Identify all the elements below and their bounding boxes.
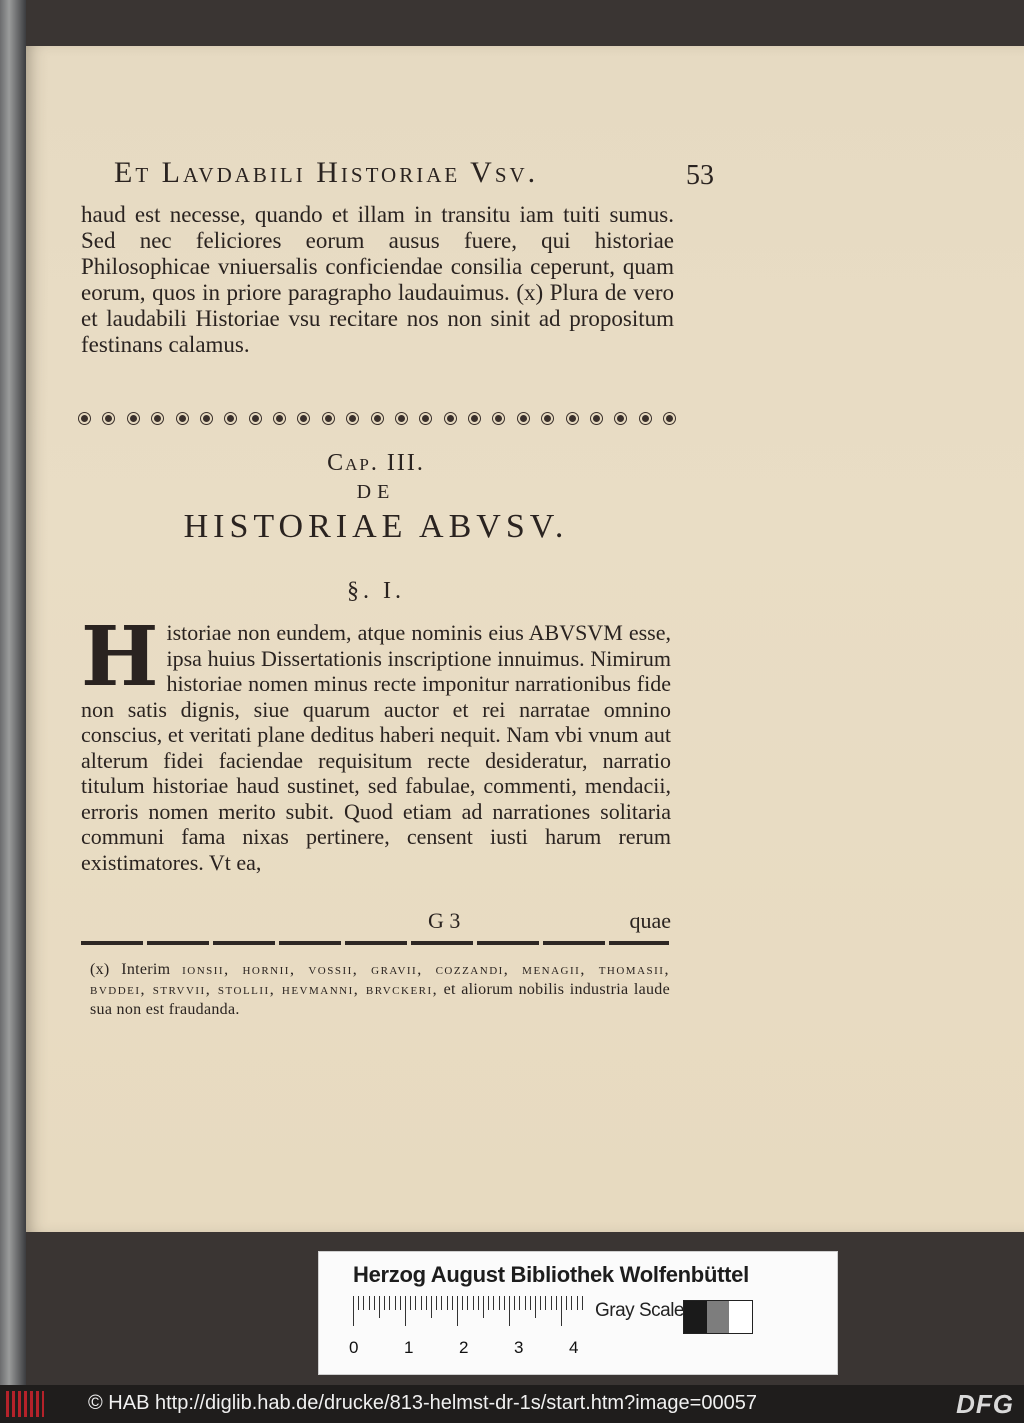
section-mark: §. I. (347, 578, 405, 604)
ruler-tick (421, 1296, 422, 1310)
copyright-url[interactable]: © HAB http://diglib.hab.de/drucke/813-helmst-dr-1s/start.htm?image=00057 (88, 1392, 757, 1414)
ornament-dot (469, 413, 480, 424)
ornament-dot (493, 413, 504, 424)
chapter-body (81, 609, 671, 875)
ruler-number: 2 (459, 1338, 469, 1357)
ruler-tick (384, 1296, 385, 1310)
ruler-tick (582, 1296, 583, 1310)
ruler-tick (525, 1296, 526, 1310)
chapter-number: Cap. III. (327, 450, 425, 476)
catchword: quae (629, 908, 671, 933)
ruler-tick (467, 1296, 468, 1310)
ornament-dot (445, 413, 456, 424)
ornament-dot (664, 413, 675, 424)
ruler-tick (556, 1296, 557, 1310)
chapter-de: DE (356, 481, 396, 503)
ruler-tick (545, 1296, 546, 1310)
ruler-tick (431, 1296, 432, 1318)
ruler-number: 0 (349, 1338, 359, 1357)
gray-scale-swatch (683, 1300, 753, 1334)
ornament-dot (274, 413, 285, 424)
footnote (90, 960, 670, 1020)
ornament-dot (103, 413, 114, 424)
page-number: 53 (686, 160, 714, 191)
ruler-number: 4 (569, 1338, 579, 1357)
footnote-text (90, 960, 670, 1020)
ruler-numbers (349, 1338, 589, 1362)
ruler-tick (389, 1296, 390, 1310)
book-page (26, 46, 1024, 1232)
ornament-dot (323, 413, 334, 424)
ruler-tick (493, 1296, 494, 1310)
color-target-card (318, 1251, 838, 1375)
signature-line (81, 908, 671, 934)
ornament-dot (567, 413, 578, 424)
ruler-tick (426, 1296, 427, 1310)
library-name: Herzog August Bibliothek Wolfenbüttel (353, 1262, 749, 1287)
running-head (114, 156, 714, 196)
ruler-tick (571, 1296, 572, 1310)
ruler-tick (395, 1296, 396, 1310)
ruler-tick (410, 1296, 411, 1310)
footnote-rest: et aliorum nobilis industria laude sua non est fraudanda. (90, 981, 670, 1018)
ruler-tick (457, 1296, 458, 1326)
ruler-tick (379, 1296, 380, 1318)
ruler-tick (447, 1296, 448, 1310)
ornament-dot (542, 413, 553, 424)
hab-logo-icon (6, 1391, 44, 1417)
chapter-title: HISTORIAE ABVSV. (183, 508, 569, 545)
dfg-logo: DFG (956, 1389, 1014, 1419)
ruler-tick (488, 1296, 489, 1310)
ruler-tick (519, 1296, 520, 1310)
ornament-dot (420, 413, 431, 424)
ruler-tick (473, 1296, 474, 1310)
ruler-tick (504, 1296, 505, 1310)
scale-ruler (353, 1296, 581, 1326)
ruler-tick (540, 1296, 541, 1310)
footnote-names: ionsii, hornii, vossii, gravii, cozzandi, menagii, thomasii, bvddei, strvvii, stollii, hevmanni, brvckeri, (90, 961, 670, 998)
ornament-dot (128, 413, 139, 424)
ruler-tick (405, 1296, 406, 1326)
ruler-tick (462, 1296, 463, 1310)
ruler-tick (363, 1296, 364, 1310)
ruler-tick (374, 1296, 375, 1310)
ornament-rule (79, 408, 675, 428)
ruler-tick (400, 1296, 401, 1310)
ruler-tick (452, 1296, 453, 1310)
ornament-dot (372, 413, 383, 424)
signature-mark: G 3 (428, 908, 461, 933)
gray-scale-label: Gray Scale (595, 1300, 684, 1321)
paragraph-continuation (81, 202, 674, 358)
ornament-dot (177, 413, 188, 424)
viewer-footer (0, 1385, 1024, 1423)
ornament-dot (298, 413, 309, 424)
ruler-tick (478, 1296, 479, 1310)
ruler-number: 1 (404, 1338, 414, 1357)
ruler-tick (483, 1296, 484, 1318)
gray-patch-mid (707, 1301, 730, 1333)
ornament-dot (250, 413, 261, 424)
ruler-tick (561, 1296, 562, 1326)
paragraph-1-text: haud est necesse, quando et illam in transitu iam tuiti sumus. Sed nec feliciores eorum ausus fuere, qui historiae Philosophicae vniuersalis conficiendae consilia ceperunt, quam eorum, quos in priore paragrapho laudauimus. (x) Plura de vero et laudabili Historiae vsu recitare nos non sinit ad propositum festinans calamus. (81, 202, 674, 357)
footnote-rule (81, 941, 669, 945)
gray-patch-light (729, 1301, 752, 1333)
footnote-marker: (x) Interim (90, 961, 171, 978)
ornament-dot (615, 413, 626, 424)
ruler-tick (436, 1296, 437, 1310)
ornament-dot (152, 413, 163, 424)
ruler-tick (535, 1296, 536, 1318)
ornament-dot (347, 413, 358, 424)
ornament-dot (591, 413, 602, 424)
running-head-title: Et Lavdabili Historiae Vsv. (114, 156, 539, 189)
ornament-dot (396, 413, 407, 424)
ruler-tick (514, 1296, 515, 1310)
ruler-tick (577, 1296, 578, 1310)
ruler-tick (353, 1296, 354, 1326)
ornament-dot (640, 413, 651, 424)
ruler-tick (499, 1296, 500, 1310)
ruler-number: 3 (514, 1338, 524, 1357)
ruler-tick (509, 1296, 510, 1326)
ruler-tick (551, 1296, 552, 1310)
ruler-tick (369, 1296, 370, 1310)
ruler-tick (441, 1296, 442, 1310)
ruler-tick (415, 1296, 416, 1310)
ornament-dot (201, 413, 212, 424)
ornament-dot (518, 413, 529, 424)
chapter-body-text: istoriae non eundem, atque nominis eius ABVSVM esse, ipsa huius Dissertationis inscriptione innuimus. Nimirum historiae nomen minus recte imponitur narrationibus fide non satis dignis, siue quarum auctor et rei narratae omnino conscius, et veritati plane deditus haberi nequit. Nam vbi vnum aut alterum fidei faciendae requisitum recte desideratur, narratio titulum historiae haud sustinet, sed fabulae, commenti, mendacii, erroris nomen merito subit. Quod etiam ad narrationes solitaria communi fama nixas pertinere, censent iusti harum rerum existimatores. Vt ea, (81, 620, 671, 875)
ornament-dot (225, 413, 236, 424)
ruler-tick (566, 1296, 567, 1310)
ruler-tick (530, 1296, 531, 1310)
gray-patch-dark (684, 1301, 707, 1333)
book-spine-edge (0, 0, 26, 1385)
ornament-dot (79, 413, 90, 424)
drop-capital: H (81, 609, 159, 705)
ruler-tick (358, 1296, 359, 1310)
